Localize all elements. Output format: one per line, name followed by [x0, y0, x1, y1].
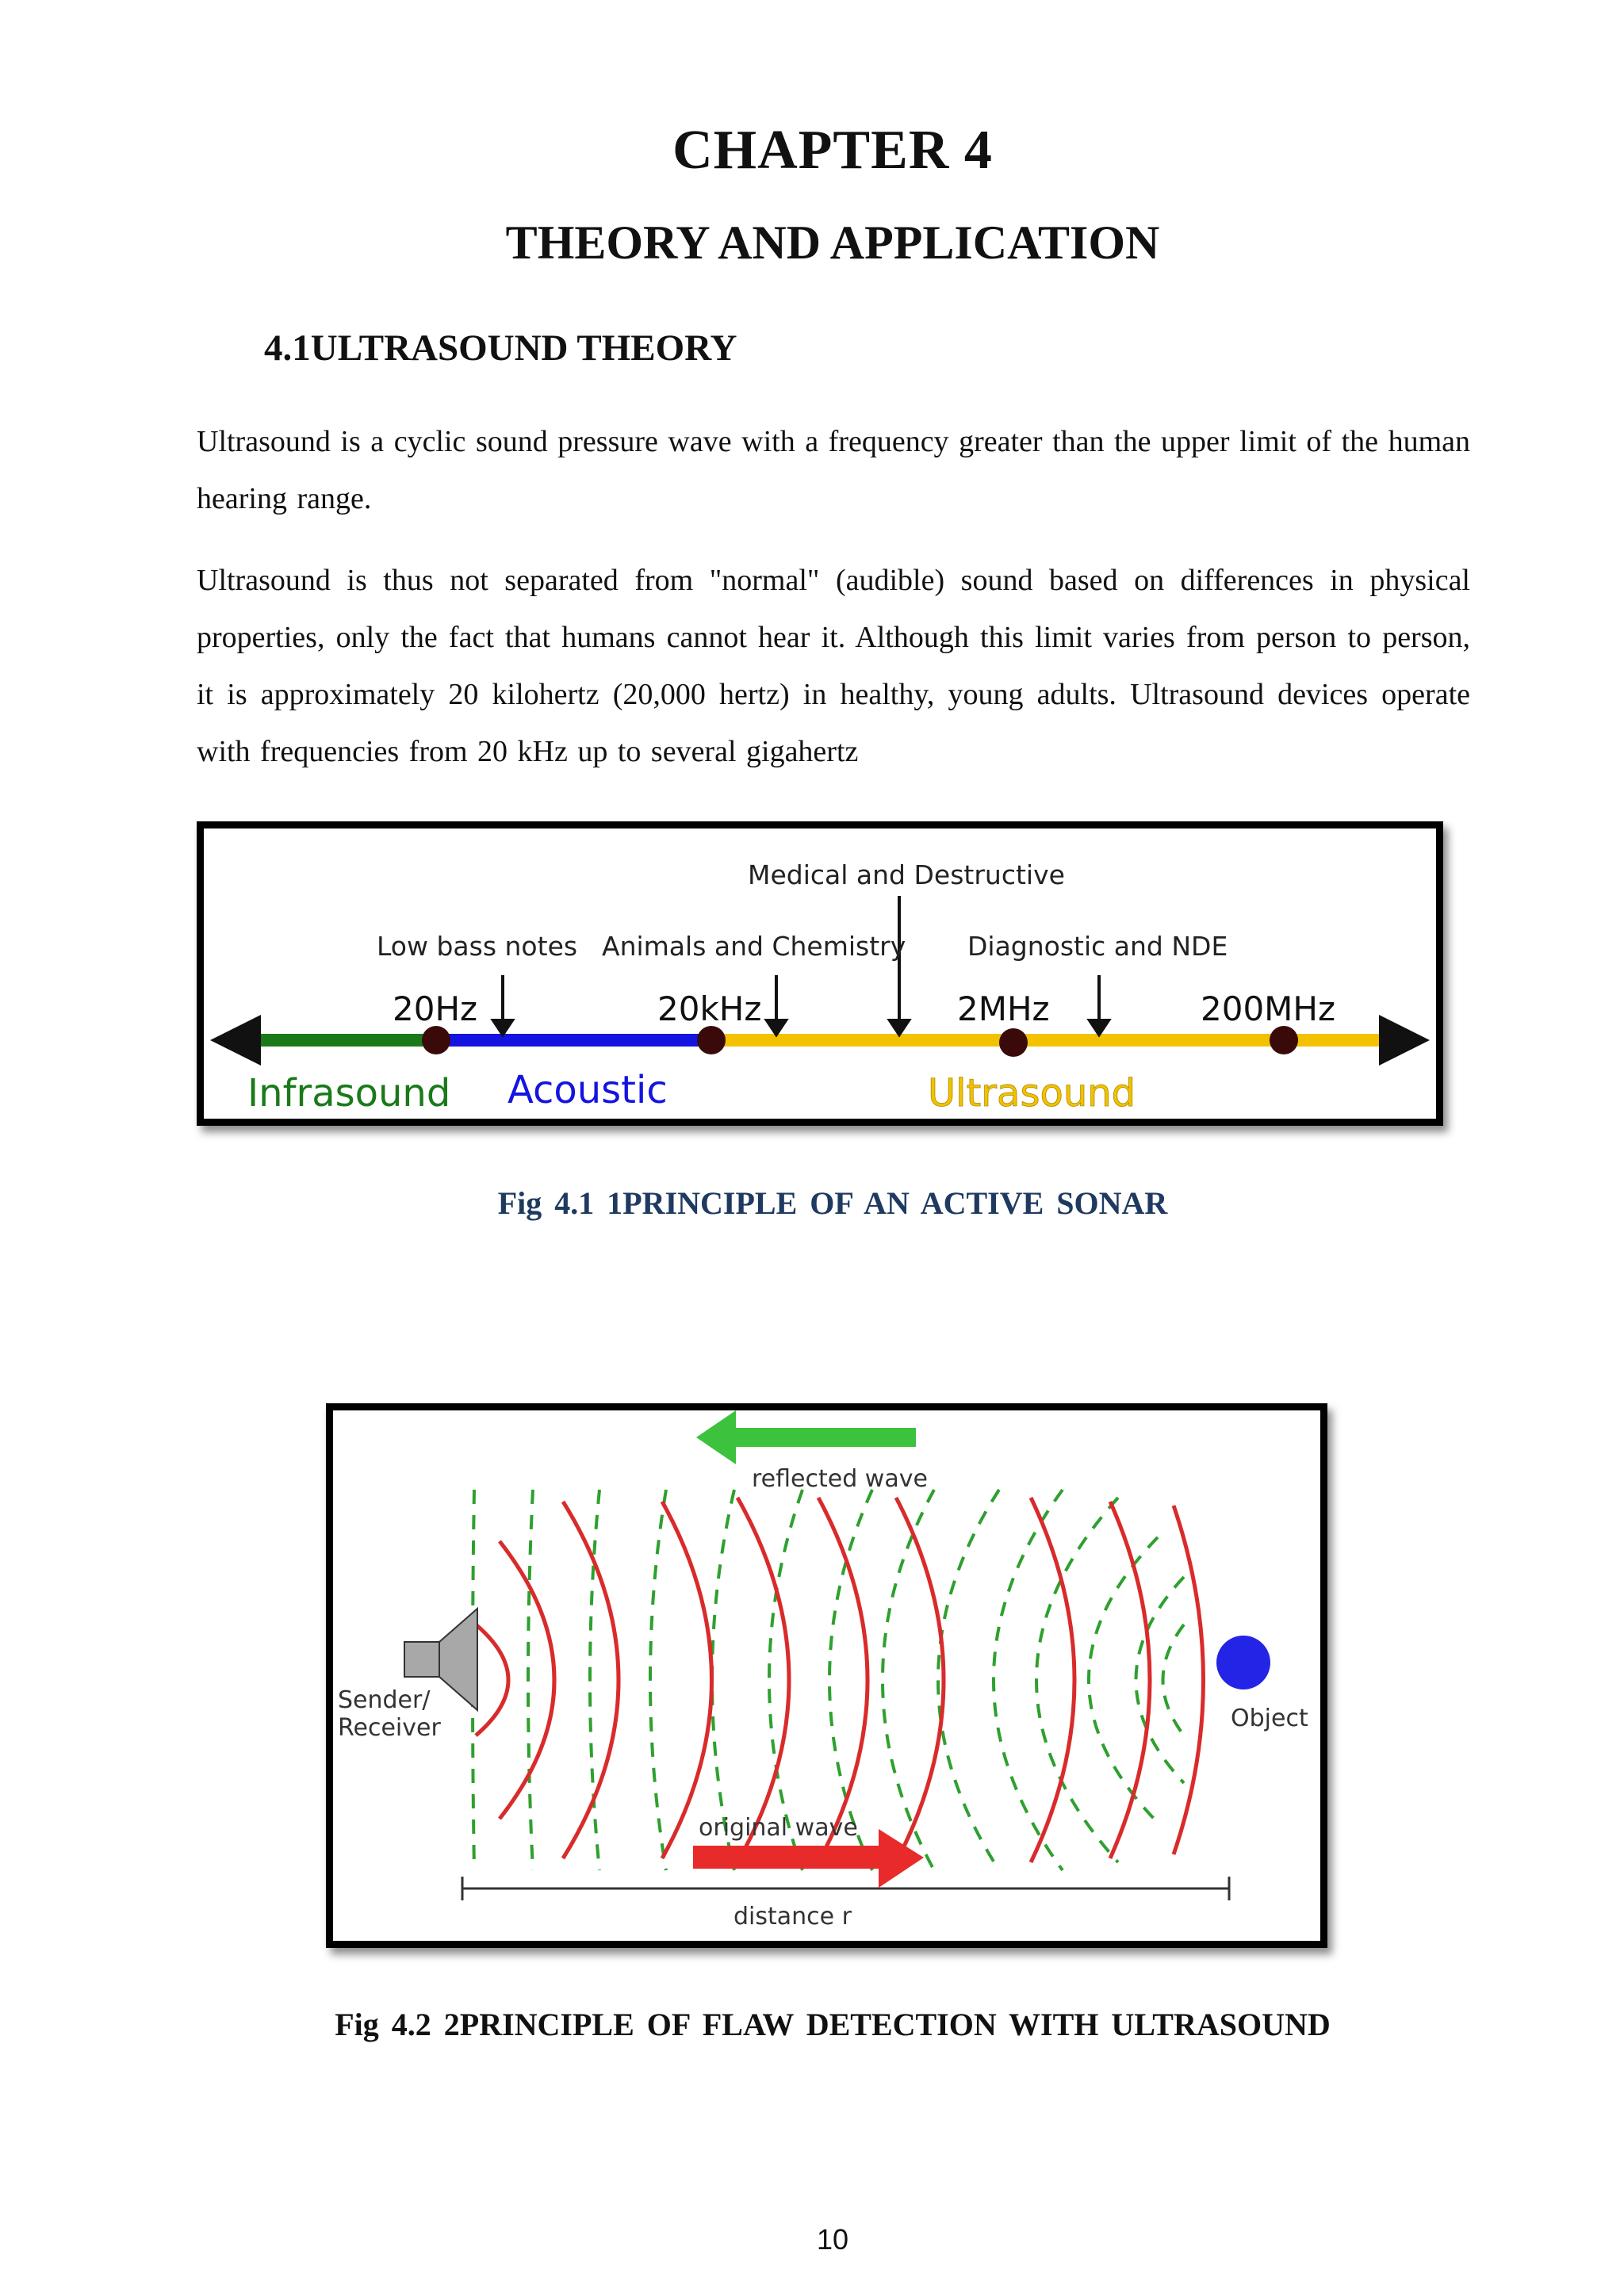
chapter-subtitle: THEORY AND APPLICATION	[505, 216, 1160, 269]
object-label: Object	[1231, 1705, 1308, 1732]
flaw-detection-diagram	[333, 1410, 1320, 1941]
label-diagnostic: Diagnostic and NDE	[967, 931, 1228, 962]
sender-label-line2: Receiver	[338, 1714, 441, 1742]
page-number: 10	[816, 2223, 849, 2256]
left-arrowhead-icon	[210, 1015, 261, 1066]
figure-2-caption: Fig 4.2 2PRINCIPLE OF FLAW DETECTION WITH ULTRASOUND	[335, 2007, 1331, 2042]
marker-200mhz	[1270, 1026, 1298, 1054]
frequency-spectrum-figure	[197, 821, 1443, 1126]
marker-20khz	[697, 1026, 726, 1054]
distance-indicator	[462, 1877, 1229, 1900]
tick-20hz: 20Hz	[393, 989, 478, 1028]
reflected-wave-arrow-icon	[696, 1410, 916, 1464]
object-icon	[1216, 1636, 1270, 1689]
figure-1-caption: Fig 4.1 1PRINCIPLE OF AN ACTIVE SONAR	[497, 1185, 1168, 1221]
reflected-wave-label: reflected wave	[752, 1465, 928, 1493]
paragraph-2: Ultrasound is thus not separated from "normal" (audible) sound based on differences in physical properties, only the fact that humans cannot hear it. Although this limit varies from person to person, it is approximately 20 kilohertz (20,000 hertz) in healthy, young adults. Ultrasound devices operate with frequencies from 20 kHz up to several gigahertz	[197, 564, 1470, 768]
band-label-acoustic: Acoustic	[508, 1068, 668, 1112]
arrow-animals-icon	[767, 1020, 786, 1035]
sender-label-line1: Sender/	[338, 1686, 431, 1714]
band-label-infrasound: Infrasound	[247, 1071, 451, 1115]
label-animals: Animals and Chemistry	[602, 931, 906, 962]
marker-20hz	[422, 1026, 450, 1054]
arrow-low-bass-icon	[493, 1020, 512, 1035]
right-arrowhead-icon	[1379, 1015, 1430, 1066]
label-medical: Medical and Destructive	[748, 859, 1065, 890]
arrow-medical-icon	[890, 1020, 909, 1035]
chapter-title: CHAPTER 4	[672, 120, 993, 181]
marker-2mhz	[999, 1028, 1028, 1057]
section-heading: 4.1ULTRASOUND THEORY	[264, 327, 737, 369]
tick-2mhz: 2MHz	[957, 989, 1050, 1028]
band-label-ultrasound: Ultrasound	[928, 1071, 1136, 1115]
label-low-bass: Low bass notes	[377, 931, 578, 962]
tick-20khz: 20kHz	[657, 989, 762, 1028]
tick-200mhz: 200MHz	[1201, 989, 1336, 1028]
reflected-wave-arcs	[473, 1490, 1184, 1870]
original-wave-arcs	[476, 1498, 1204, 1862]
distance-label: distance r	[733, 1903, 852, 1931]
original-wave-label: original wave	[699, 1814, 858, 1842]
flaw-detection-figure	[326, 1403, 1327, 1948]
frequency-spectrum-diagram	[204, 828, 1436, 1119]
arrow-diagnostic-icon	[1090, 1020, 1109, 1035]
paragraph-1: Ultrasound is a cyclic sound pressure wave with a frequency greater than the upper limit of the human hearing range.	[197, 425, 1470, 515]
